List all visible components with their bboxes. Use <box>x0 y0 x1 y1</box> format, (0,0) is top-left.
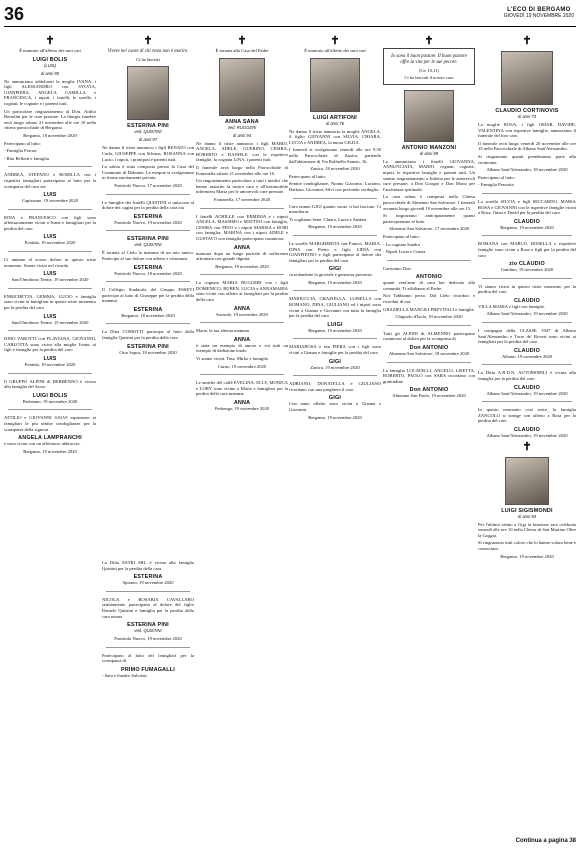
deceased-name: ESTERINA PINI <box>127 622 169 629</box>
notice-place: Berbenno, 19 novembre 2020 <box>22 398 78 404</box>
notice-place: Albano, 19 novembre 2020 <box>501 353 553 359</box>
portrait-photo <box>505 457 549 505</box>
deceased-name: LUIGI SIGISMONDI <box>501 507 553 514</box>
notice-place: Bergamo, 19 novembre 2020 <box>308 279 362 285</box>
notice-text: Il funerale avrà luogo venerdì 20 novembre alle ore 15 nella Parrocchiale di Albano Sant'Alessandro. <box>478 140 576 152</box>
deceased-name: ANNA <box>233 305 251 312</box>
deceased-name: ESTERINA <box>133 574 163 581</box>
notice-text: In questo momento così triste, la famiglia ZANCOLO si stringe con affetto a Rosa per la perdita del caro <box>478 407 576 424</box>
notice-place: Gandino, 19 novembre 2020 <box>500 267 554 273</box>
notice-note: - Rita Bellotti e famiglia <box>4 155 49 161</box>
notice-text: I compagni della CLASSE 1947 di Albano Sant'Alessandro e Torre de' Roveri sono vicini ai famigliari per la perdita del caro <box>478 328 576 345</box>
deceased-age: di anni 93 <box>517 513 537 519</box>
column-6 <box>478 34 576 842</box>
paper-name: L'ECO DI BERGAMO <box>507 7 571 13</box>
deceased-name: ANNA SANA <box>225 118 259 125</box>
notice-text: Le amiche del caffè EVELINA, ELLY, MONICA e LORY sono vicine a Maria e famigliari per la perdita della cara mamma <box>196 380 288 397</box>
divider <box>200 322 284 323</box>
divider <box>200 274 284 275</box>
masthead <box>504 4 574 19</box>
portrait-photo <box>404 90 454 142</box>
notice-note: - Famiglia Ferrari <box>4 148 37 154</box>
divider <box>8 330 92 331</box>
deceased-name: ANGELA LAMPRANCHI <box>18 435 82 442</box>
notice-place: Pontirolo Nuovo, 19 novembre 2020 <box>114 219 182 225</box>
deceased-name: LUIS <box>43 234 57 241</box>
notice-place: Osio Sopra, 19 novembre 2020 <box>119 349 177 355</box>
divider <box>106 591 190 592</box>
divider <box>8 288 92 289</box>
notice-text: ANDREA, STEFANO e ROSELLA con i rispettivi famigliari partecipano al lutto per la scomparsa del caro zio <box>4 172 96 189</box>
deceased-name: GIGI <box>328 395 342 402</box>
divider <box>387 362 471 363</box>
deceased-age: di anni 89 <box>419 150 439 156</box>
notice-text: La cara salma è composta nella Chiesa parrocchiale di Almenno San Salvatore. I funerali avranno luogo giovedì 19 novembre alle ore 15. <box>383 194 475 211</box>
deceased-name: LUIS <box>43 192 57 199</box>
notice-text: NICOLA e ROSARIA CAVALLARO sentitamente partecipano al dolore del figlio Daniele Quistini e famiglia per la perdita della cara nonna <box>102 596 194 619</box>
divider <box>8 251 92 252</box>
deceased-name: ANTONIO <box>415 274 443 281</box>
notice-text: Con tanto affetto sono vicini a Gianna e Giovanni. <box>289 401 381 412</box>
divider <box>8 373 92 374</box>
notice-text: MARIUCCIA, GRAZIELLA, LUISELLA con ROMANO, DINA, GIULIANO ed i nipoti sono vicini a Gianna e Giovanni con tutta la famiglia per la perdita del caro <box>289 296 381 319</box>
deceased-name: CLAUDIO <box>514 427 540 433</box>
deceased-name: ESTERINA <box>133 213 163 220</box>
notice-place: Pontida, 19 novembre 2020 <box>24 362 76 367</box>
notice-note: Partecipano al lutto: <box>383 233 420 239</box>
deceased-name: ANNA <box>233 400 251 406</box>
notice-place: Almenno San Paolo, 19 novembre 2020 <box>392 393 466 399</box>
notice-place: Fontanella, 17 novembre 2020 <box>213 196 271 202</box>
notice-text: DINO VAROTTI con FLAVIANA, GIOVANNI, CARLOTTA sono vicini alla moglie Ivana, ai figli e famiglie per la perdita del caro <box>4 336 96 353</box>
notice-text: Vi siamo vicini in questo triste momento per la perdita del caro <box>478 283 576 295</box>
notice-text: La Ditta ESTRI SRL è vicina alla famiglia Quistini per la perdita della cara <box>102 560 194 571</box>
notice-text: Maria, la tua alterna mamma <box>196 328 249 334</box>
cross-icon: ✝ <box>143 35 153 47</box>
deceased-name: Don ANTONIO <box>409 345 449 352</box>
notice-text: GRAZIELLA MANGILI PREVITALI e famiglia <box>383 306 474 312</box>
quote-reference: (Gv 10,11) <box>419 67 439 73</box>
deceased-name: PRIMO FUMAGALLI <box>121 666 175 673</box>
divider <box>482 278 572 279</box>
deceased-name: LUIS <box>43 271 57 278</box>
notice-text: Lo annunciano i fratelli GIOVANNA, ANNUNCIATA, MARIO, cognati, cognate, nipoti, le rispettive famiglie e parenti tutti. Un sentito ringraziamento a Julietta per le amorevoli cure prestate, a Don Giorgio e Don Mario per l'assistenza spirituale. <box>383 158 475 192</box>
divider <box>106 323 190 324</box>
quote-box <box>383 48 475 85</box>
notice-place: Zanica, 18 novembre 2020 <box>310 166 360 172</box>
notice-text: I funerali si svolgeranno venerdì alle ore 9.30 nella Parrocchiale di Zanica, partendo dall'abitazione di Via Raffaello Sanzio, 16. <box>289 147 381 164</box>
deceased-name: CLAUDIO CORTINOVIS <box>495 108 559 114</box>
notice-place: Bergamo, 19 novembre 2020 <box>308 327 362 333</box>
notice-place: Almenno San Salvatore, 18 novembre 2020 <box>388 351 470 357</box>
divider <box>293 290 377 291</box>
portrait-photo <box>219 58 265 116</box>
continuation-note: Continua a pagina 38 <box>515 838 576 844</box>
deceased-alias: ved. QUISTINI <box>134 129 162 135</box>
notice-place: Zanica, 19 novembre 2020 <box>310 364 360 370</box>
divider <box>293 338 377 339</box>
notice-place: Albano Sant'Alessandro, 19 novembre 2020 <box>486 433 568 438</box>
deceased-age: di anni 73 <box>517 114 537 119</box>
divider <box>482 193 572 194</box>
divider <box>106 647 190 648</box>
cross-icon: ✝ <box>237 35 247 47</box>
notice-text: La moglie ROSA, i figli OMAR, DAVIDE, VALENTINA con rispettive famiglie, annunciano il funerale del loro caro. <box>478 122 576 139</box>
notice-place: Bergamo, 18 novembre 2020 <box>23 132 77 138</box>
column-2 <box>102 34 194 554</box>
notice-place: Albano Sant'Alessandro, 19 novembre 2020 <box>486 311 568 317</box>
notice-text: MARIAROSA e tita PIERA con i figli sono vicini a Gianna e famiglie per la perdita del caro <box>289 344 381 356</box>
notice-place: Sorisole, 19 novembre 2020 <box>216 311 268 317</box>
notice-place: Spirano, 19 novembre 2020 <box>122 580 174 586</box>
notice-text: ricordandone la gioviale e generosa presenza. <box>289 272 373 278</box>
notice-place: Sant'Omobono Terme, 19 novembre 2020 <box>11 277 89 283</box>
notice-place: Chignolo d'Isola, 19 novembre 2020 <box>395 314 463 320</box>
notice-place: Albano Sant'Alessandro, 18 novembre 2020 <box>486 167 568 173</box>
notice-place: Bergamo, 18 novembre 2020 <box>121 312 175 318</box>
deceased-name: Don ANTONIO <box>409 387 449 394</box>
divider <box>106 230 190 231</box>
notice-place: Sant'Omobono Terme, 19 novembre 2020 <box>11 319 89 325</box>
header-rule <box>4 26 576 27</box>
column-5 <box>383 34 475 842</box>
notice-place: Capizzone, 19 novembre 2020 <box>21 198 79 204</box>
deceased-name: ESTERINA <box>133 264 163 271</box>
notice-place: Pontida, 19 novembre 2020 <box>24 240 76 246</box>
divider <box>293 375 377 376</box>
divider <box>106 194 190 195</box>
notice-text: Ne danno il triste annuncio la moglie ANGELA, il figlio GIOVANNI con SILVIA, CHIARA, LUCIA e ANDREA, la nuora GILDA. <box>289 128 381 145</box>
deceased-alias: ved. QUISTINI <box>134 242 162 248</box>
deceased-name: ESTERINA PINI <box>127 343 169 350</box>
divider <box>8 209 92 210</box>
notice-text: La salma è stata composta presso la Casa del Commiato di Dalmine. Le esequie si svolgeranno in forma strettamente privata. <box>102 164 194 181</box>
notice-note: - Famiglia Pezzotta <box>478 182 514 188</box>
divider <box>200 374 284 375</box>
notice-text: Ne danno il triste annuncio i figli MARIO, ANGELA, ADELE, GUERINO, CESIRA, ROBERTO e DANIELE con le rispettive famiglie, la cognata LINA, i parenti tutti. <box>196 140 288 163</box>
deceased-alias: ved. QUISTINI <box>134 628 162 634</box>
column-1 <box>4 34 96 842</box>
deceased-name: LUIGI BOLIS <box>32 392 68 399</box>
notice-place: Bergamo, 19 novembre 2020 <box>308 224 362 230</box>
notice-text: VILLA MARIA e figli con famiglie. <box>478 303 546 309</box>
deceased-name: ANTONIO MANZONI <box>401 144 457 151</box>
notice-text: Ne annunciano addolorati la moglie IVANA, i figli ALESSANDRO con SYLVIA, GIANPIERA, ANGELA CAMILLA e FRANCESCA, i nipoti, i fratelli, le sorelle, i cognati, le cognate e i parenti tutti. <box>4 78 96 106</box>
notice-text: La Ditta COMOTTI partecipa al lutto della famiglia Quistini per la perdita della cara <box>102 329 194 341</box>
notice-text: ROMANA con MARCO, ROSELLA e rispettive famiglie sono vicini a Rosa e figli per la perdita del caro <box>478 241 576 258</box>
divider <box>8 166 92 167</box>
deceased-name: ESTERINA PINI <box>127 123 169 130</box>
cross-icon: ✝ <box>522 35 532 47</box>
paper-date: GIOVEDÌ 19 NOVEMBRE 2020 <box>503 13 574 19</box>
notice-note: Partecipano al lutto: <box>289 173 326 179</box>
notice-text: Un ringraziamento particolare a tutti i medici che hanno assistito la nostra cara e all'instancabile infermiera Maria per le amorevoli cure prestate. <box>196 178 288 195</box>
notice-text: Per l'ultimo saluto a Gigi la funzione sarà celebrata venerdì alle ore 10 nella Chiesa di San Martino Oltre la Goggia. <box>478 521 576 538</box>
divider <box>387 325 471 326</box>
column-3 <box>196 34 288 842</box>
notice-place: Pontirolo Nuovo, 18 novembre 2020 <box>114 270 182 276</box>
notice-place: Bergamo, 19 novembre 2020 <box>308 414 362 420</box>
deceased-name: CLAUDIO <box>514 347 540 354</box>
notice-note: - Sara e Sandro Salvioni <box>102 672 147 678</box>
notice-place: Pontirolo Nuovo, 19 novembre 2020 <box>114 636 182 642</box>
deceased-name: CLAUDIO <box>514 384 540 391</box>
notice-text: Si ringraziano tutti coloro che lo hanno voluto bene e conosciuto. <box>478 540 576 551</box>
notice-text: Noi Tabbiamo perso. Dal Cielo ricordaci e ricordati di noi. <box>383 293 475 305</box>
notice-intro: È tornata alla Casa del Padre <box>215 48 269 53</box>
divider <box>8 409 92 410</box>
notice-text: Le famiglie dei fratelli QUISTINI si uniscono al dolore dei cugini per la perdita della cara zia <box>102 199 194 211</box>
notice-text: ENRICHETTA, GEMMA, LUCIO e famiglia sono vicini ai famigliari in questo triste momento per la perdita del caro <box>4 293 96 311</box>
deceased-alias: (LUIS) <box>43 62 57 68</box>
deceased-name: ESTERINA <box>133 306 163 313</box>
portrait-photo <box>127 66 169 120</box>
notice-text: Ci uniamo al vostro dolore in questo triste momento. Siamo vicini nel ricordo. <box>4 257 96 268</box>
deceased-name: LUIS <box>43 356 57 362</box>
notice-intro: È mancato all'affetto dei suoi cari <box>304 48 366 53</box>
notice-text: e sono vicini con un affettuoso abbraccio. <box>4 441 81 447</box>
notice-text: Un particolare ringraziamento al Dott. Attilio Bertolini per le cure prestate. La liturgia funebre avrà luogo sabato 21 novembre alle ore 10 nella chiesa parrocchiale di Bergamo. <box>4 108 96 131</box>
notice-text: Il funerale avrà luogo nella Parrocchiale di Fontanella sabato 21 novembre alle ore 10. <box>196 164 288 176</box>
notice-place: Bergamo, 19 novembre 2020 <box>500 553 554 559</box>
notice-place: Pontirolo Nuovo, 17 novembre 2020 <box>114 182 182 188</box>
notice-text: mancata dopo un lungo periodo di sofferenza affrontata con grande dignità. <box>196 250 288 262</box>
page-header <box>0 0 580 30</box>
deceased-name: LUIGI ARTIFONI <box>313 114 357 121</box>
divider <box>200 208 284 209</box>
notice-text: RINA e FRANCESCO con figli sono affettuosamente vicini a Ivana e famigliari per la perdita del caro <box>4 214 96 231</box>
deceased-name: CLAUDIO <box>514 218 540 225</box>
notice-text: La Ditta A.R.D.N. AUTOMOBILI è vicina alla famiglia per la perdita del caro <box>478 370 576 382</box>
cross-icon: ✝ <box>330 35 340 47</box>
notice-text: è stata un esempio di amore e voi tutti un esempio di dedizione totale. <box>196 342 288 354</box>
column-2-lower <box>102 560 194 842</box>
divider <box>482 364 572 365</box>
notice-note: - Nipoti Lucia e Cinzia <box>383 249 426 255</box>
notice-note: - La cognata Sandra <box>383 241 420 247</box>
notice-intro: È mancato all'affetto dei suoi cari <box>19 48 81 53</box>
column-4 <box>289 34 381 842</box>
notice-text: Ti vogliamo bene. Chiara, Lucia e Andrea. <box>289 216 368 222</box>
notice-text: Il GRUPPO ALPINI di BERBENNO è vicino alla famiglia del Socio <box>4 378 96 390</box>
deceased-name: ANNA <box>233 244 251 251</box>
deceased-age: di anni 76 <box>325 120 345 126</box>
notice-text: Le sorelle MARGHERITA con Franco, MARIA, DINA con Pietro e figli, LIDIA con GIANPIETRO e figli partecipano al dolore dei famigliari per la perdita del caro <box>289 240 381 263</box>
divider <box>293 235 377 236</box>
notice-text: quanti vent'anni di cura hai dedicato alla comunità. Ti affidiamo al Padre. <box>383 280 475 291</box>
notice-text: Si ringraziano anticipatamente quanti parteciperanno al lutto. <box>383 213 475 224</box>
divider <box>387 260 471 261</box>
notice-quote: Io sono il buon pastore. Il buon pastore offre la vita per le sue pecore. <box>391 54 467 65</box>
deceased-name: ANNA <box>233 336 251 343</box>
deceased-name: LUIGI <box>327 321 343 328</box>
portrait-photo <box>310 58 360 112</box>
deceased-name: LUIS <box>43 313 57 320</box>
deceased-name: ESTERINA PINI <box>127 236 169 243</box>
notice-place: Almenno San Salvatore, 17 novembre 2020 <box>388 226 470 232</box>
deceased-name: LUIGI BOLIS <box>32 56 68 63</box>
deceased-name: GIGI <box>328 266 342 273</box>
deceased-age: di anni 94 <box>232 132 252 138</box>
divider <box>106 281 190 282</box>
notice-text: ADRIANO, DONATELLA e GIULIANO ricordano con una preghiera il caro <box>289 381 381 392</box>
notice-text: Tutti gli ALPINI di ALMENNO partecipano commossi al dolore per la scomparsa di <box>383 330 475 342</box>
divider <box>482 401 572 402</box>
notice-place: Pedrengo, 19 novembre 2020 <box>214 406 270 411</box>
portrait-photo <box>501 51 553 105</box>
divider <box>482 235 572 236</box>
notice-place: Bergamo, 19 novembre 2020 <box>23 448 77 454</box>
cross-icon: ✝ <box>522 440 532 453</box>
notice-text: ATTILIO e GIOVANNI SALVI esprimono ai famigliari le più sentite condoglianze per la scomparsa della signora <box>4 415 96 432</box>
notice-text: Si ringraziano quanti prenderanno parte alla cerimonia. <box>478 153 576 165</box>
deceased-age: di anni 90 <box>40 70 60 76</box>
notice-quote: Vivere nel cuore di chi resta non è morire. <box>107 49 189 54</box>
notice-place: Bergamo, 19 novembre 2020 <box>500 224 554 230</box>
notice-text: Carissimo Don <box>383 265 411 271</box>
notice-text: Vi siamo vicini. Tina, Mirko e famiglie. <box>196 356 270 362</box>
notice-text: Caro nonno GIGI quanto vuoto ci hai lasciato. Ci mancherai. <box>289 203 381 215</box>
notice-text: Ne danno il triste annuncio i figli RENATO con Carla, GIUSEPPE con Silvana, ROSANNA con Lucio, i nipoti, i pronipoti e parenti tutti. <box>102 145 194 162</box>
cross-icon: ✝ <box>45 35 55 47</box>
notice-place: Albano Sant'Alessandro, 19 novembre 2020 <box>486 390 568 396</box>
notice-note: Partecipano al lutto: <box>4 140 41 146</box>
cross-icon: ✝ <box>424 35 434 47</box>
divider <box>482 322 572 323</box>
notice-text: Il Collegio Sindacale del Gruppo ESSEVI partecipa al lutto di Giuseppe per la perdita della mamma <box>102 287 194 304</box>
deceased-name: CLAUDIO <box>514 297 540 304</box>
deceased-age: di anni 97 <box>138 137 158 143</box>
notice-text: Partecipano al lutto dei famigliari per la scomparsa di <box>102 652 194 664</box>
notice-text: La cognata MARIA RUGGERI con i figli DOMENICO, RUBEN, LUCIA e ANNAMARIA sono vicini con affetto ai famigliari per la perdita della cara <box>196 280 288 303</box>
notice-place: Curno, 19 novembre 2020 <box>217 363 267 369</box>
deceased-name: zio CLAUDIO <box>509 261 545 268</box>
notice-intro: Ci ha lasciati <box>136 56 160 62</box>
notice-text: I fratelli ACHILLE con ERMINIA e i nipoti ANGELA, MASSIMO e MATTEO con famiglia, CESIRA con PINO e i nipoti MARISA e ROBI con famiglia; MARINA con i nipoti ADELE e GUSTAVO con famiglia partecipano commossi. <box>196 213 288 241</box>
notice-intro: Ci ha lasciati il nostro caro <box>404 75 454 81</box>
notice-text: Sentite condoglianze, Nonno Giacomo, Luciano, Barbara, Giovanni, Silvi con profondo cordoglio. <box>289 181 381 192</box>
divider <box>293 198 377 199</box>
deceased-name: GIGI <box>328 358 342 365</box>
deceased-alias: ved. RUGGERI <box>227 124 257 130</box>
notice-note: Partecipano al lutto: <box>478 174 515 180</box>
notice-text: È tornata al Cielo la mamma di un mio amico. Partecipo al suo dolore con affetto e vicinanza. <box>102 250 194 261</box>
notice-text: La sorella SILVIA e figli RICCARDO, MARIA ROSA e GIOVANNI con le rispettive famiglie vicini a Rosa, Omar e David per la perdita del caro <box>478 198 576 216</box>
notice-text: La famiglia LOCATELLI, ANGELO, LISETTA, ROBERTO, PAOLO con SARA ricordano con gratitudine <box>383 367 475 384</box>
page-number: 36 <box>4 4 25 24</box>
notice-place: Bergamo, 19 novembre 2020 <box>215 263 269 269</box>
